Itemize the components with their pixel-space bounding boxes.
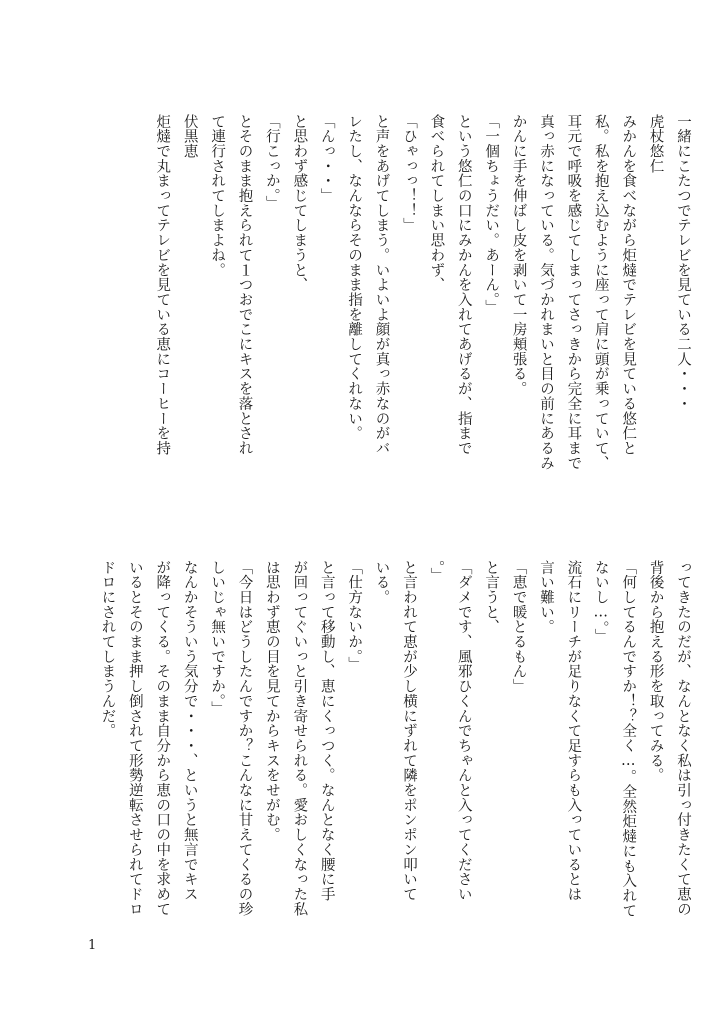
text-line: とそのまま抱えられて１つおでこにキスを落とされ <box>236 114 253 456</box>
text-line: いるとそのまま押し倒されて形勢逆転させられてドロ <box>126 560 143 917</box>
text-line: 食べられてしまい思わず、 <box>428 114 445 293</box>
bottom-text-block <box>93 560 696 940</box>
text-line: と言うと、 <box>483 560 500 635</box>
text-line: 「何してるんですか！？全く…。全然炬燵にも入れて <box>620 560 637 918</box>
text-line: 一緒にこたつでテレビを見ている二人・・・ <box>675 114 691 411</box>
text-line: みかんを食べながら炬燵でテレビを見ている悠仁と <box>620 114 637 456</box>
text-line: と言われて恵が少し横にずれて隣をポンポン叩いて <box>400 560 417 902</box>
text-line: て連行されてしまよね。 <box>209 114 226 278</box>
text-line: 流石にリーチが足りなくて足すらも入っているとは <box>565 560 582 902</box>
text-line: 「一個ちょうだい。あーん。」 <box>483 114 500 315</box>
text-line: しいじゃ無いですか。」 <box>209 560 226 717</box>
text-line: 言い難い。 <box>537 560 554 635</box>
text-line: いる。 <box>373 560 390 605</box>
text-line: ないし…。」 <box>592 560 609 644</box>
text-line: ってきたのだが、なんとなく私は引っ付きたくて恵の <box>675 560 691 917</box>
text-line: 私。私を抱え込むように座って肩に頭が乗っていて、 <box>592 114 609 471</box>
text-line: 背後から抱える形を取ってみる。 <box>647 560 664 783</box>
text-line: なんかそういう気分で・・・、というと無言でキス <box>181 560 198 902</box>
top-text-block <box>148 114 696 494</box>
text-line: 耳元で呼吸を感じてしまってさっきから完全に耳まで <box>565 114 582 471</box>
text-line: と声をあげてしまう。いよいよ顔が真っ赤なのがバ <box>373 114 390 456</box>
text-line: 「今日はどうしたんですか？こんなに甘えてくるの珍 <box>236 560 253 917</box>
text-line: 「仕方ないか。」 <box>346 560 363 672</box>
text-line: という悠仁の口にみかんを入れてあげるが、指まで <box>455 114 472 456</box>
text-line: 「ひゃっっ！！」 <box>400 114 417 233</box>
text-line: 。」 <box>428 560 445 583</box>
text-line: レたし、なんならそのまま指を離してくれない。 <box>346 114 363 441</box>
text-line: 虎杖悠仁 <box>647 114 664 174</box>
text-line: かんに手を伸ばし皮を剥いて一房頬張る。 <box>510 114 527 397</box>
text-line: 真っ赤になっている。気づかれまいと目の前にあるみ <box>537 114 554 471</box>
text-line: 伏黒恵 <box>181 114 198 159</box>
text-line: が降ってくる。そのまま自分から恵の口の中を求めて <box>154 560 171 917</box>
text-line: と思わず感じてしまうと、 <box>291 114 308 293</box>
text-line: ドロにされてしまうんだ。 <box>99 560 116 739</box>
text-line: 炬燵で丸まってテレビを見ている恵にコーヒーを持 <box>154 114 171 456</box>
text-line: 「恵で暖とるもん」 <box>510 560 527 694</box>
text-line: 「行こっか。」 <box>263 114 280 211</box>
page-number: 1 <box>88 938 97 953</box>
text-line: は思わず恵の目を見てからキスをせがむ。 <box>263 560 280 843</box>
text-line: が回ってぐいっと引き寄せられる。愛おしくなった私 <box>291 560 308 917</box>
text-line: 「んっ・・」 <box>318 114 335 204</box>
text-line: と言って移動し、恵にくっつく。なんとなく腰に手 <box>318 560 335 902</box>
text-line: 「ダメです、風邪ひくんでちゃんと入ってください <box>455 560 472 902</box>
